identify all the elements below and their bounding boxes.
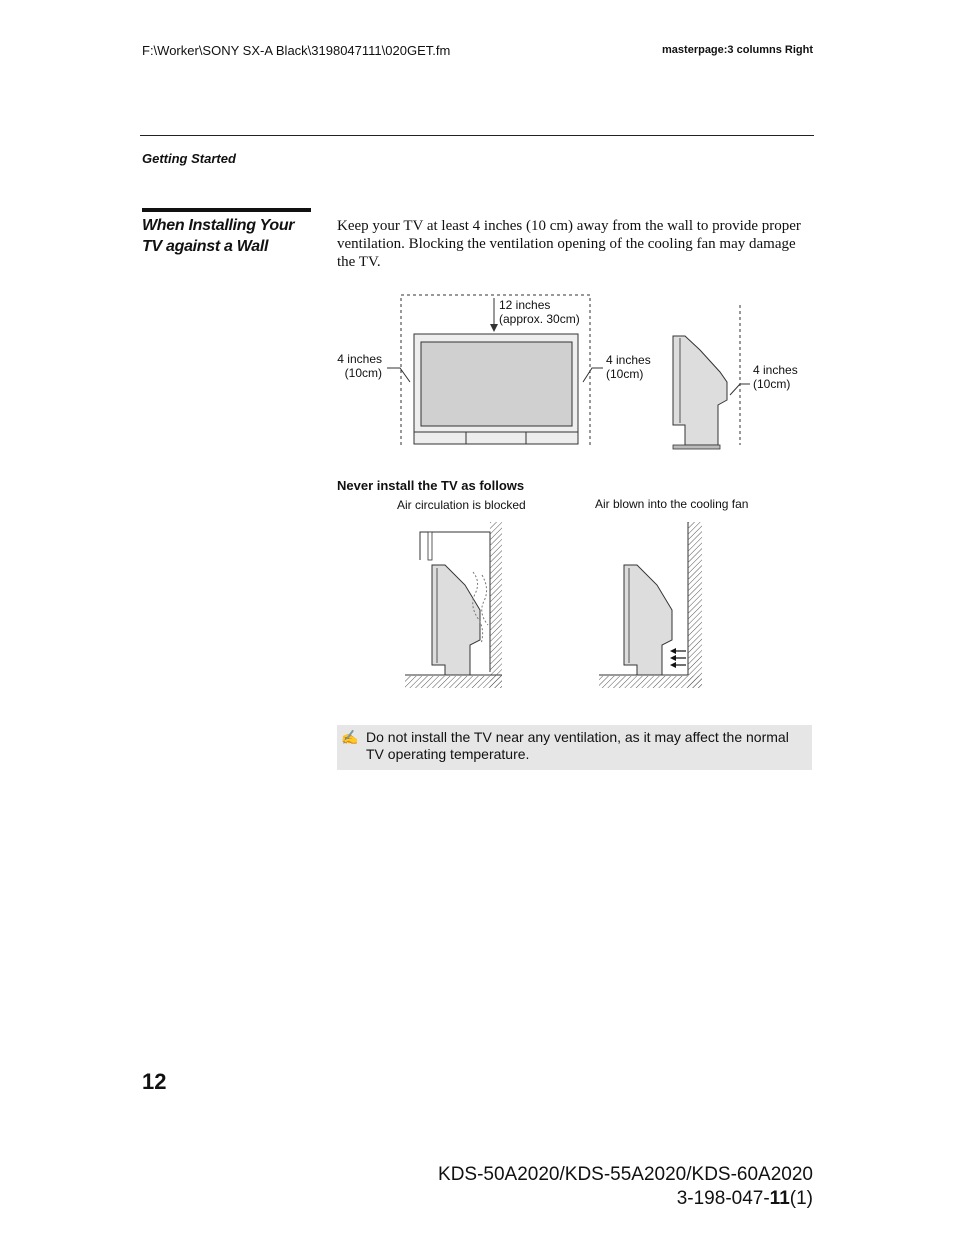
- caption-blocked: Air circulation is blocked: [397, 498, 526, 512]
- model-block: [438, 1163, 813, 1211]
- body-paragraph: Keep your TV at least 4 inches (10 cm) away from the wall to provide proper ventilation. Blocking the ventilation opening of the cooling fan may damage the TV.: [337, 218, 801, 270]
- topic-title: When Installing Your TV against a Wall: [142, 217, 295, 255]
- caption-fan: Air blown into the cooling fan: [595, 497, 749, 511]
- right-clearance-label: [606, 353, 651, 381]
- top-clearance-line2: (approx. 30cm): [499, 312, 580, 326]
- code-bold: 11: [769, 1188, 790, 1209]
- rear-clearance-line1: 4 inches: [753, 363, 798, 377]
- code-prefix: 3-198-047-: [676, 1188, 770, 1209]
- tv-side-icon: [673, 336, 727, 449]
- code-suffix: (1): [789, 1188, 813, 1209]
- header-masterpage: masterpage:3 columns Right: [662, 44, 813, 56]
- model-numbers: KDS-50A2020/KDS-55A2020/KDS-60A2020: [438, 1164, 813, 1185]
- section-title: Getting Started: [142, 151, 236, 166]
- blocked-installation-icon: [405, 522, 502, 688]
- rear-clearance-line2: (10cm): [753, 377, 791, 391]
- note-text: Do not install the TV near any ventilation, as it may affect the normal TV operating temperature.: [366, 729, 789, 762]
- rear-clearance-label: [753, 363, 798, 391]
- never-install-heading: Never install the TV as follows: [337, 478, 525, 493]
- right-clearance-line2: (10cm): [606, 367, 644, 381]
- header-file-path: F:\Worker\SONY SX-A Black\3198047111\020GET.fm: [142, 43, 451, 58]
- left-clearance-line1: 4 inches: [337, 352, 382, 366]
- left-clearance-line2: (10cm): [344, 366, 382, 380]
- fan-blown-installation-icon: [599, 522, 702, 688]
- top-clearance-line1: 12 inches: [499, 298, 551, 312]
- top-clearance-label: [499, 298, 580, 326]
- document-code: [438, 1187, 813, 1211]
- right-clearance-line1: 4 inches: [606, 353, 651, 367]
- tv-front-icon: [414, 334, 578, 444]
- left-clearance-label: [330, 352, 382, 380]
- note-pencil-icon: ✍: [341, 729, 359, 745]
- page-number: 12: [142, 1069, 167, 1094]
